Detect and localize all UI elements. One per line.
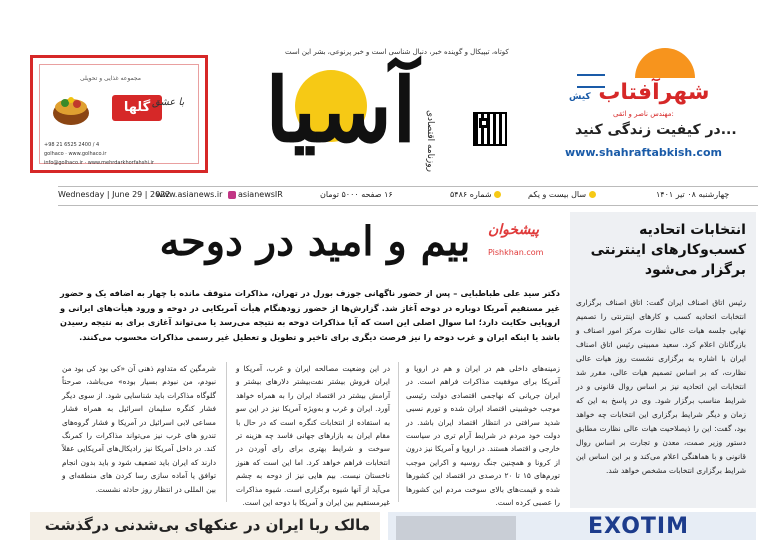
side-story-body: رئیس اتاق اصناف ایران گفت: اتاق اصناف برگزاری انتخابات اتحادیه کسب و کارهای اینترنتی را تصمیم نهایی جلسه هیات عالی نظارت مرکز امور اصناف و بازرگانان اعلام کرد. سعید ممبینی رئیس اتاق اصناف ایران با اشاره به برگزاری نشست روز هیات عالی نظارت، که بر اساس تصمیم هیات عالی، مقرر شد انتخابات این اتحادیه نیز بر اساس روال قانونی و در شرایط مناسب برگزار شود. وی در پاسخ به این که زمان و دیگر شرایط برگزاری این انتخابات چه خواهد بود، گفت: این را ذیصلاحیت هیات عالی نظارت مطابق دستور وزیر صمت، معدن و تجارت بر اساس روال قانونی و با هماهنگی اعلام می‌کند و بر این اساس این شرایط برگزاری انتخابات مشخص خواهد شد. xyxy=(576,298,746,475)
ad-website: www.golhaco.ir xyxy=(68,151,107,157)
watermark-url: Pishkhan.com xyxy=(488,248,544,257)
shahraftab-url[interactable]: www.shahraftabkish.com xyxy=(565,146,722,159)
exotim-brand: EXOTIM xyxy=(588,514,689,539)
side-story[interactable] xyxy=(570,212,756,508)
instagram-handle[interactable]: asianewsIR xyxy=(228,190,283,199)
golha-advertisement[interactable] xyxy=(30,55,208,173)
bottom-headline: مالک ربا ایران در عنکهای بی‌شدنی درگذشت xyxy=(44,516,370,534)
masthead xyxy=(255,40,515,180)
pages-price: ۱۶ صفحه ۵۰۰۰ تومان xyxy=(320,190,393,199)
article-column-3: شرمگین که متداوم ذهنی آن «کی بود کی بود من نبودم، من نبودم بسیار بوده» می‌باشد، صرحتاً گلوگاه مذاکرات باید شناسایی شود. از سوی دیگر فشار کنگره سلیمان اسرائیل به همراه فشار مساعی لابی اسرائیل در آمریکا و فشار گروه‌های تندرو های غرب نیز می‌تواند مذاکرات را کمرنگ کند. در داخل آمریکا نیز رادیکال‌های آمریکایی عقلاً دارند که ایران باید تضعیف شود و باید بدون انجام توافق یا آماده سازی رسا کردن های منطقه‌ای و بین المللی در انتظار روز حادثه نشست. xyxy=(62,364,216,494)
ad-contacts: +98 21 6525 2400 / 4 golhaco · www.golhaco.ir info@golhaco.ir · www.mehrdarkhorfahshi.ir xyxy=(44,142,154,166)
golha-brand: گلها xyxy=(112,95,162,121)
ad-email: info@golhaco.ir xyxy=(44,160,83,166)
photo-placeholder xyxy=(396,516,516,540)
masthead-tagline: کوتاه، تیپیکال و گوینده خبر، دنبال شناسی است و خبر پرنوعی، بشر این است xyxy=(285,48,509,56)
side-story-title: انتخابات اتحادیه کسب‌وکارهای اینترنتی برگزار می‌شود xyxy=(590,222,746,278)
sun-icon xyxy=(635,48,695,78)
ad-phone: +98 21 6525 2400 / 4 xyxy=(44,142,100,148)
main-story-lead: دکتر سید علی طباطبایی – پس از حضور ناگهانی جوزف بورل در تهران، مذاکرات متوقف مانده با چهار به اضافه یک و حضور غیر مستقیم آمریکا دوباره در دوحه آغاز شد. گزارش‌ها از حضور زودهنگام هیأت آمریکایی در دوحه و ورود هیأت‌های ایرانی و اروپایی حکایت دارد؛ اما سوال اصلی این است که آیا مذاکرات دوحه به نتیجه می‌رسد یا می‌تواند آغازی برای به نتیجه رسیدن باشد یا اینکه ایران و غرب دوحه را نیز فرصت دیگری برای تاخیر و تطویل و تعطیل غیر رسمی مذاکرات محسوب می‌کنند. xyxy=(60,288,560,342)
shahraftab-slogan: در کیفیت زندگی کنید... xyxy=(575,122,737,138)
ad-frame xyxy=(39,64,199,164)
engineer-name: مهندس ناصر و اثقی: xyxy=(613,110,674,118)
issue-info-bar xyxy=(58,186,758,206)
newspaper-subtitle: روزنامه اقتصادی xyxy=(425,110,435,172)
instagram-icon xyxy=(228,191,236,199)
watermark-text: پیشخوان xyxy=(488,222,540,238)
newspaper-title: آسیا xyxy=(265,58,417,162)
shahraftab-brand: شهرآفتاب کیش xyxy=(569,80,710,105)
persian-year: سال بیست و یکم xyxy=(528,190,596,199)
bottom-story[interactable] xyxy=(30,512,380,540)
issue-number: شماره ۵۴۸۶ xyxy=(450,190,501,199)
article-column-2: در این وضعیت مصالحه ایران و غرب، آمریکا و ایران فروش بیشتر نفت‌بیشتر دلارهای بیشتر و آرامش بیشتر در اقتصاد ایران را به‌ همراه خواهد آورد. ایران و غرب و به‌ویژه آمریکا نیز در این سو به استفاده از انتخابات کنگره است که در حال با مقام ایران به بازارهای جهانی فاسد چه هزینه تر سوخت و شرایط بهتری برای رای آوردن در انتخابات فراهم خواهد کرد. اما این است که هنوز ناخستان نیست. بیم هایی نیز از دوحه به چشم می‌آید از آنها شیوه برگزاری است. شیوه مذاکرات غیرمستقیم بین ایران و آمریکا با دوحه این است. xyxy=(236,364,390,508)
persian-date: چهارشنبه ۰۸ تیر ۱۴۰۱ xyxy=(656,190,730,199)
qr-code-icon[interactable] xyxy=(473,112,507,146)
article-column-1: زمینه‌های داخلی هم در ایران و هم در اروپا و آمریکا برای موفقیت مذاکرات فراهم است. در ایران جریانی که نهاجمی اقتصادی دولت رئیسی موجب خوشبینی اقتصاد ایران شده و تورم نسبی شدید سرافتی در انتظار اقتصاد ایران باشد. در دولت خود مردم در شرایط آرام تری در سیاست خارجی و اقتصاد هستند. در اروپا و آمریکا نیز درون از کرونا و همچنین جنگ روسیه و اکراین موجب تورم‌های ۱۵ تا ۲۰ درصدی در اقتصاد این کشورها شده و قیمت‌های بالای سوخت مردم این کشورها را عصبی کرده است. xyxy=(406,364,560,508)
column-divider xyxy=(398,362,399,502)
bottom-advertisement[interactable] xyxy=(388,512,756,540)
ad-instagram: golhaco xyxy=(44,151,64,157)
ad-website2: www.mehrdarkhorfahshi.ir xyxy=(87,160,154,166)
english-date: Wednesday | June 29 | 2022 xyxy=(58,190,171,199)
food-bowl-icon xyxy=(50,83,92,131)
column-divider xyxy=(226,362,227,502)
shahraftab-advertisement[interactable] xyxy=(555,48,745,176)
ad-tagline: مجموعه غذایی و تحویلی xyxy=(80,75,141,82)
website-link[interactable]: www.asianews.ir xyxy=(156,190,223,199)
bullet-icon xyxy=(494,191,501,198)
bullet-icon xyxy=(589,191,596,198)
ad-script-text: با عشق xyxy=(152,97,185,108)
main-headline[interactable]: بیم و امید در دوحه xyxy=(159,218,471,265)
